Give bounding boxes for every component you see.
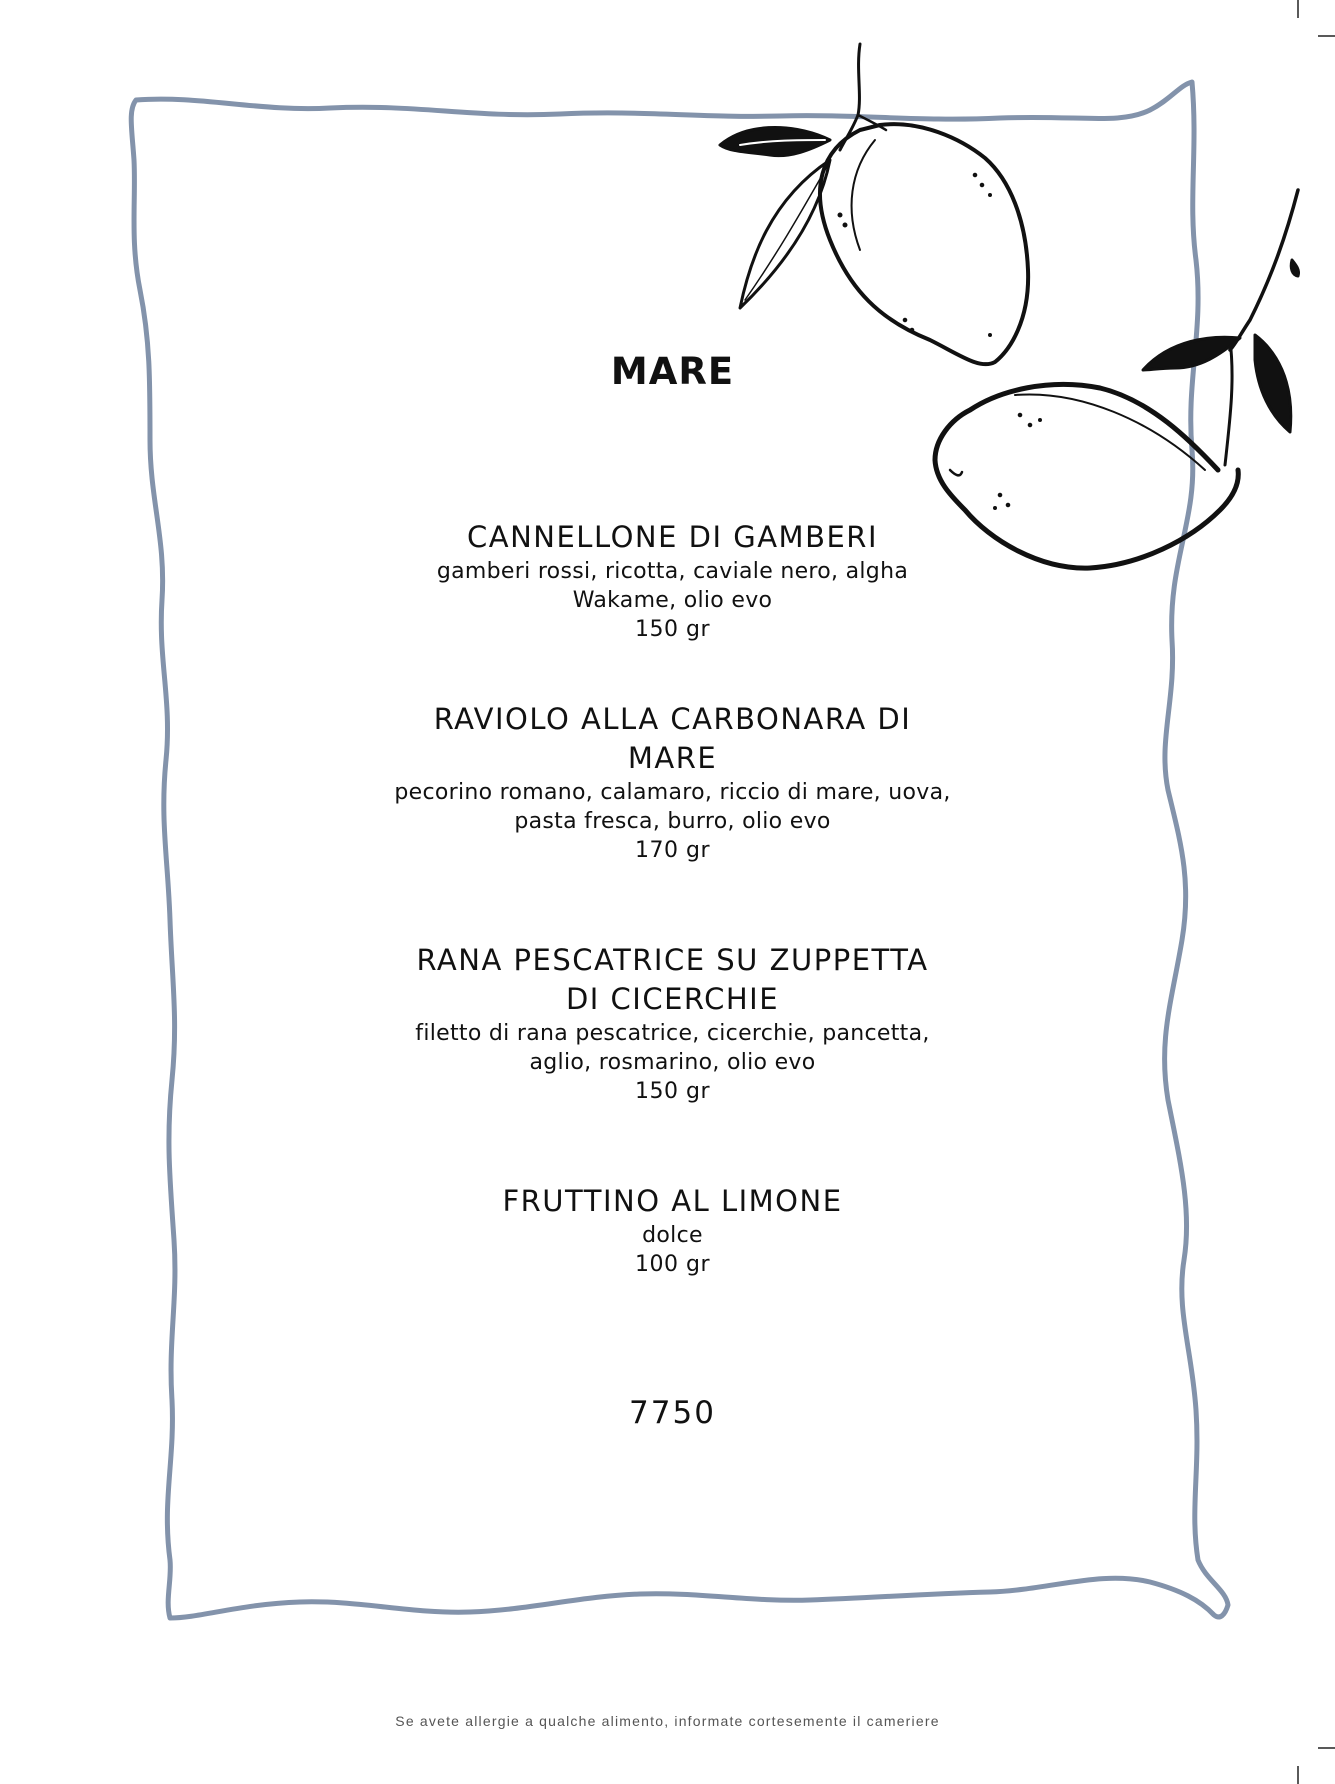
dish-description: dolce <box>642 1223 703 1248</box>
dish-weight: 150 gr <box>635 1079 710 1104</box>
section-title: MARE <box>610 350 735 393</box>
dish-description: pasta fresca, burro, olio evo <box>514 809 831 834</box>
dish-name: RANA PESCATRICE SU ZUPPETTA <box>416 943 929 977</box>
dish-description: Wakame, olio evo <box>572 588 773 613</box>
dish-item <box>300 1182 1045 1279</box>
dish-weight: 170 gr <box>635 838 710 863</box>
dish-description: aglio, rosmarino, olio evo <box>529 1050 816 1075</box>
dish-name: FRUTTINO AL LIMONE <box>502 1184 843 1218</box>
dish-weight: 100 gr <box>635 1252 710 1277</box>
dish-name: CANNELLONE DI GAMBERI <box>467 520 878 554</box>
menu-price: 7750 <box>629 1395 716 1431</box>
dish-item <box>300 700 1045 865</box>
dish-name: DI CICERCHIE <box>565 982 780 1016</box>
dish-name: MARE <box>627 741 718 775</box>
dish-name: RAVIOLO ALLA CARBONARA DI <box>433 702 912 736</box>
dish-description: filetto di rana pescatrice, cicerchie, pancetta, <box>415 1021 930 1046</box>
dish-description: gamberi rossi, ricotta, caviale nero, algha <box>436 559 909 584</box>
dish-weight: 150 gr <box>635 617 710 642</box>
allergy-note: Se avete allergie a qualche alimento, informate cortesemente il cameriere <box>395 1713 940 1729</box>
dish-item <box>300 941 1045 1106</box>
dish-item <box>300 518 1045 644</box>
dish-description: pecorino romano, calamaro, riccio di mare, uova, <box>394 780 951 805</box>
